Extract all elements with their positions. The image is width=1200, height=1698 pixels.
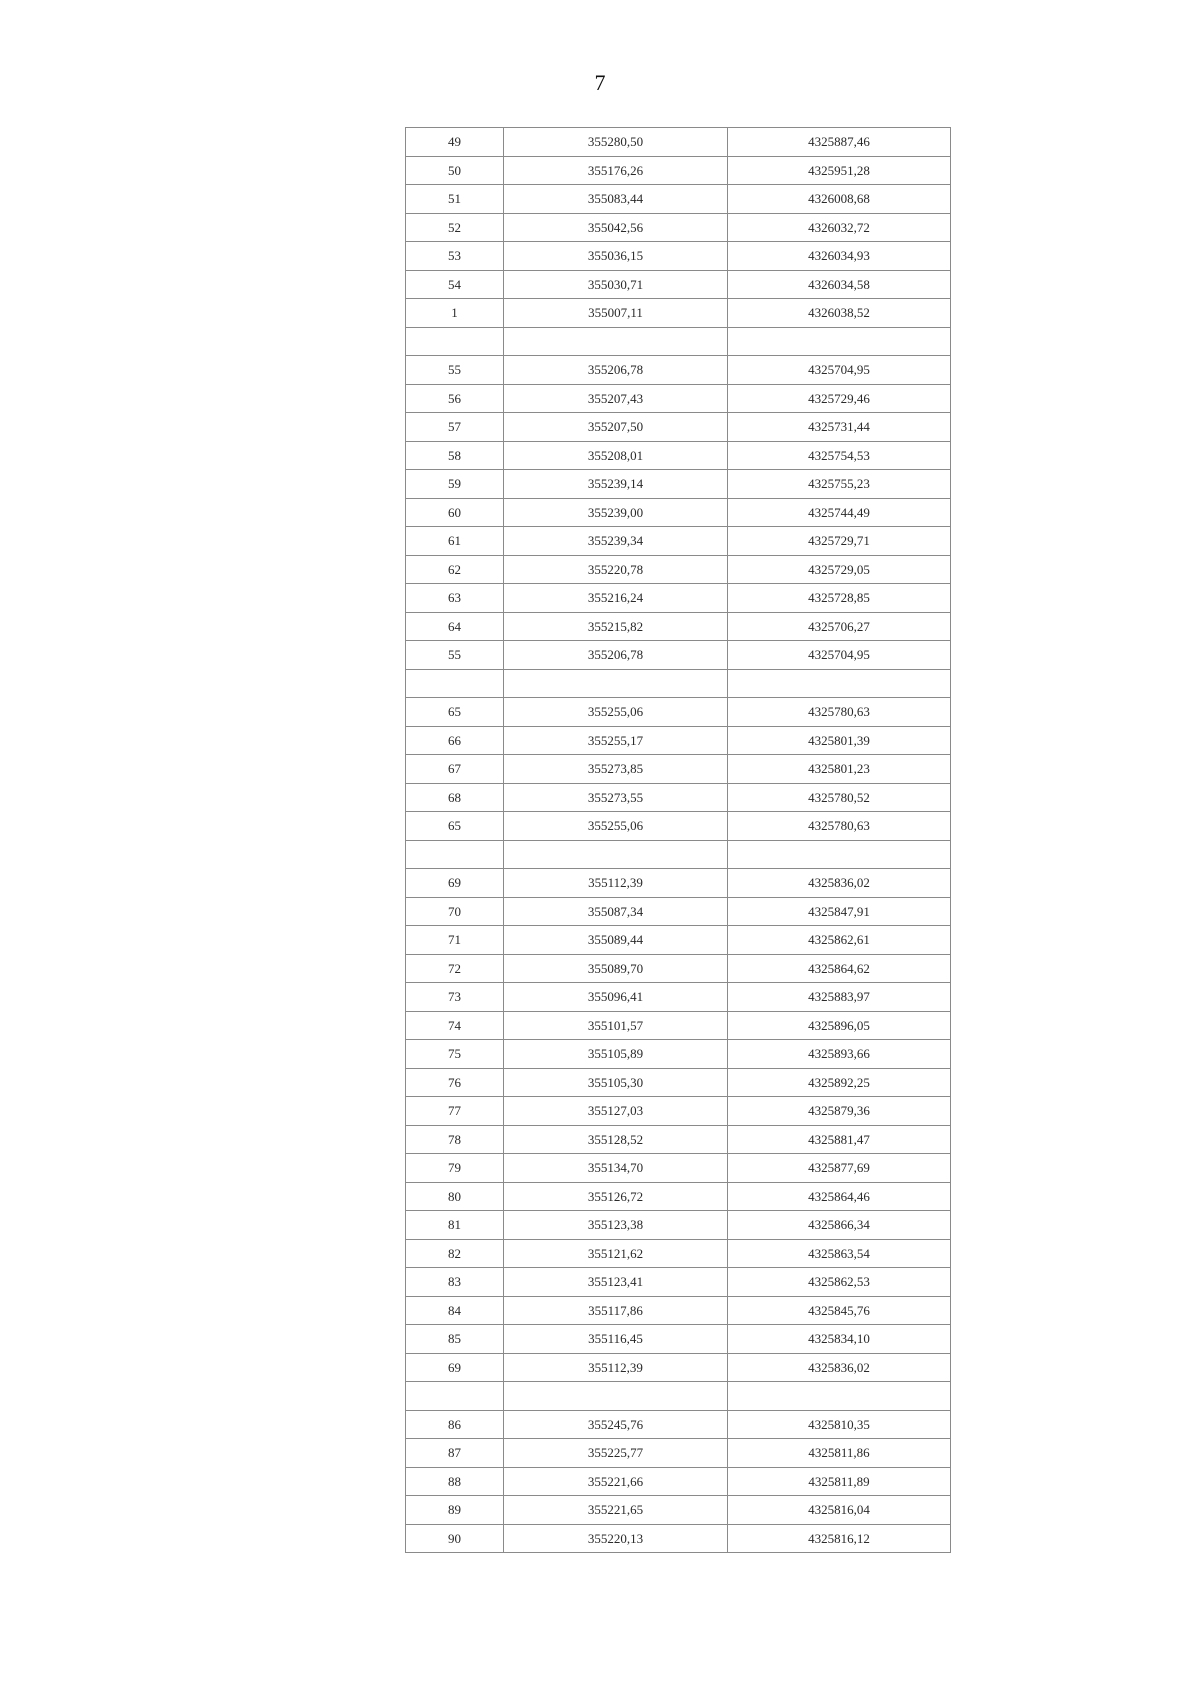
point-number-cell: 60	[406, 498, 504, 527]
x-coordinate-cell: 355126,72	[504, 1182, 728, 1211]
point-number-cell: 78	[406, 1125, 504, 1154]
point-number-cell: 69	[406, 1353, 504, 1382]
x-coordinate-cell: 355255,06	[504, 812, 728, 841]
y-coordinate-cell: 4326008,68	[728, 185, 951, 214]
table-row	[406, 242, 951, 271]
y-coordinate-cell: 4325883,97	[728, 983, 951, 1012]
y-coordinate-cell: 4325863,54	[728, 1239, 951, 1268]
table-row	[406, 954, 951, 983]
x-coordinate-cell: 355215,82	[504, 612, 728, 641]
point-number-cell: 76	[406, 1068, 504, 1097]
x-coordinate-cell: 355036,15	[504, 242, 728, 271]
point-number-cell: 52	[406, 213, 504, 242]
point-number-cell: 69	[406, 869, 504, 898]
table-row	[406, 270, 951, 299]
x-coordinate-cell: 355239,00	[504, 498, 728, 527]
y-coordinate-cell: 4325780,63	[728, 812, 951, 841]
table-row	[406, 1068, 951, 1097]
x-coordinate-cell: 355089,44	[504, 926, 728, 955]
x-coordinate-cell: 355101,57	[504, 1011, 728, 1040]
table-row	[406, 1154, 951, 1183]
point-number-cell: 66	[406, 726, 504, 755]
table-row	[406, 527, 951, 556]
point-number-cell: 65	[406, 812, 504, 841]
table-row	[406, 755, 951, 784]
x-coordinate-cell: 355280,50	[504, 128, 728, 157]
y-coordinate-cell: 4325951,28	[728, 156, 951, 185]
table-row	[406, 384, 951, 413]
x-coordinate-cell: 355245,76	[504, 1410, 728, 1439]
table-row	[406, 128, 951, 157]
x-coordinate-cell: 355123,38	[504, 1211, 728, 1240]
table-row	[406, 185, 951, 214]
y-coordinate-cell: 4325728,85	[728, 584, 951, 613]
point-number-cell: 65	[406, 698, 504, 727]
x-coordinate-cell: 355220,13	[504, 1524, 728, 1553]
y-coordinate-cell: 4326032,72	[728, 213, 951, 242]
table-row	[406, 213, 951, 242]
y-coordinate-cell: 4325801,23	[728, 755, 951, 784]
y-coordinate-cell: 4325847,91	[728, 897, 951, 926]
table-row	[406, 1439, 951, 1468]
y-coordinate-cell: 4326038,52	[728, 299, 951, 328]
table-row	[406, 1040, 951, 1069]
y-coordinate-cell: 4325731,44	[728, 413, 951, 442]
x-coordinate-cell: 355123,41	[504, 1268, 728, 1297]
point-number-cell: 77	[406, 1097, 504, 1126]
y-coordinate-cell	[728, 840, 951, 869]
x-coordinate-cell: 355128,52	[504, 1125, 728, 1154]
table-row	[406, 327, 951, 356]
table-row	[406, 1353, 951, 1382]
table-row	[406, 983, 951, 1012]
x-coordinate-cell: 355206,78	[504, 356, 728, 385]
table-row	[406, 413, 951, 442]
y-coordinate-cell: 4325845,76	[728, 1296, 951, 1325]
point-number-cell	[406, 1382, 504, 1411]
table-row	[406, 698, 951, 727]
y-coordinate-cell	[728, 327, 951, 356]
y-coordinate-cell: 4325862,53	[728, 1268, 951, 1297]
table-row	[406, 1125, 951, 1154]
table-row	[406, 612, 951, 641]
point-number-cell: 68	[406, 783, 504, 812]
table-row	[406, 498, 951, 527]
y-coordinate-cell: 4325879,36	[728, 1097, 951, 1126]
x-coordinate-cell: 355112,39	[504, 1353, 728, 1382]
x-coordinate-cell: 355083,44	[504, 185, 728, 214]
y-coordinate-cell: 4325811,89	[728, 1467, 951, 1496]
point-number-cell: 85	[406, 1325, 504, 1354]
table-row	[406, 783, 951, 812]
y-coordinate-cell: 4325834,10	[728, 1325, 951, 1354]
x-coordinate-cell	[504, 840, 728, 869]
table-row	[406, 926, 951, 955]
point-number-cell: 80	[406, 1182, 504, 1211]
table-row	[406, 555, 951, 584]
x-coordinate-cell: 355127,03	[504, 1097, 728, 1126]
y-coordinate-cell: 4325780,63	[728, 698, 951, 727]
table-row	[406, 1211, 951, 1240]
table-row	[406, 869, 951, 898]
point-number-cell	[406, 669, 504, 698]
y-coordinate-cell: 4325893,66	[728, 1040, 951, 1069]
table-row	[406, 812, 951, 841]
y-coordinate-cell: 4325896,05	[728, 1011, 951, 1040]
table-row	[406, 1296, 951, 1325]
table-row	[406, 584, 951, 613]
y-coordinate-cell: 4325816,12	[728, 1524, 951, 1553]
point-number-cell: 88	[406, 1467, 504, 1496]
y-coordinate-cell: 4325704,95	[728, 356, 951, 385]
x-coordinate-cell: 355273,85	[504, 755, 728, 784]
point-number-cell: 75	[406, 1040, 504, 1069]
table-row	[406, 299, 951, 328]
table-row	[406, 1467, 951, 1496]
x-coordinate-cell: 355216,24	[504, 584, 728, 613]
y-coordinate-cell: 4325866,34	[728, 1211, 951, 1240]
table-row	[406, 1325, 951, 1354]
y-coordinate-cell: 4326034,58	[728, 270, 951, 299]
y-coordinate-cell: 4325780,52	[728, 783, 951, 812]
x-coordinate-cell: 355121,62	[504, 1239, 728, 1268]
y-coordinate-cell: 4325729,71	[728, 527, 951, 556]
y-coordinate-cell: 4325811,86	[728, 1439, 951, 1468]
x-coordinate-cell: 355221,65	[504, 1496, 728, 1525]
x-coordinate-cell	[504, 669, 728, 698]
x-coordinate-cell: 355206,78	[504, 641, 728, 670]
point-number-cell: 74	[406, 1011, 504, 1040]
x-coordinate-cell	[504, 327, 728, 356]
point-number-cell: 63	[406, 584, 504, 613]
x-coordinate-cell: 355208,01	[504, 441, 728, 470]
point-number-cell: 53	[406, 242, 504, 271]
y-coordinate-cell: 4325801,39	[728, 726, 951, 755]
y-coordinate-cell: 4325881,47	[728, 1125, 951, 1154]
point-number-cell: 79	[406, 1154, 504, 1183]
point-number-cell: 54	[406, 270, 504, 299]
y-coordinate-cell: 4326034,93	[728, 242, 951, 271]
point-number-cell: 61	[406, 527, 504, 556]
y-coordinate-cell: 4325864,46	[728, 1182, 951, 1211]
y-coordinate-cell: 4325729,46	[728, 384, 951, 413]
point-number-cell: 62	[406, 555, 504, 584]
point-number-cell: 70	[406, 897, 504, 926]
table-row	[406, 1410, 951, 1439]
x-coordinate-cell: 355239,34	[504, 527, 728, 556]
coordinate-table	[405, 127, 951, 1553]
table-row	[406, 441, 951, 470]
point-number-cell: 64	[406, 612, 504, 641]
y-coordinate-cell: 4325754,53	[728, 441, 951, 470]
point-number-cell: 59	[406, 470, 504, 499]
x-coordinate-cell: 355030,71	[504, 270, 728, 299]
y-coordinate-cell	[728, 1382, 951, 1411]
x-coordinate-cell: 355207,43	[504, 384, 728, 413]
table-row	[406, 726, 951, 755]
table-row	[406, 1524, 951, 1553]
x-coordinate-cell: 355221,66	[504, 1467, 728, 1496]
y-coordinate-cell: 4325887,46	[728, 128, 951, 157]
y-coordinate-cell	[728, 669, 951, 698]
table-row	[406, 1268, 951, 1297]
x-coordinate-cell: 355105,30	[504, 1068, 728, 1097]
table-row	[406, 470, 951, 499]
x-coordinate-cell: 355042,56	[504, 213, 728, 242]
page-number: 7	[594, 70, 606, 95]
point-number-cell: 49	[406, 128, 504, 157]
table-row	[406, 840, 951, 869]
x-coordinate-cell: 355255,06	[504, 698, 728, 727]
y-coordinate-cell: 4325862,61	[728, 926, 951, 955]
x-coordinate-cell: 355117,86	[504, 1296, 728, 1325]
point-number-cell: 55	[406, 356, 504, 385]
x-coordinate-cell: 355273,55	[504, 783, 728, 812]
x-coordinate-cell: 355096,41	[504, 983, 728, 1012]
point-number-cell: 89	[406, 1496, 504, 1525]
y-coordinate-cell: 4325744,49	[728, 498, 951, 527]
point-number-cell: 58	[406, 441, 504, 470]
x-coordinate-cell: 355105,89	[504, 1040, 728, 1069]
table-row	[406, 669, 951, 698]
table-row	[406, 641, 951, 670]
point-number-cell: 57	[406, 413, 504, 442]
point-number-cell	[406, 840, 504, 869]
x-coordinate-cell: 355255,17	[504, 726, 728, 755]
table-row	[406, 1239, 951, 1268]
point-number-cell: 86	[406, 1410, 504, 1439]
point-number-cell: 56	[406, 384, 504, 413]
point-number-cell: 73	[406, 983, 504, 1012]
table-row	[406, 1496, 951, 1525]
point-number-cell: 55	[406, 641, 504, 670]
x-coordinate-cell: 355089,70	[504, 954, 728, 983]
x-coordinate-cell: 355220,78	[504, 555, 728, 584]
y-coordinate-cell: 4325729,05	[728, 555, 951, 584]
x-coordinate-cell: 355116,45	[504, 1325, 728, 1354]
x-coordinate-cell: 355225,77	[504, 1439, 728, 1468]
x-coordinate-cell: 355007,11	[504, 299, 728, 328]
point-number-cell: 51	[406, 185, 504, 214]
point-number-cell	[406, 327, 504, 356]
x-coordinate-cell: 355112,39	[504, 869, 728, 898]
table-row	[406, 356, 951, 385]
x-coordinate-cell: 355087,34	[504, 897, 728, 926]
point-number-cell: 84	[406, 1296, 504, 1325]
y-coordinate-cell: 4325836,02	[728, 869, 951, 898]
point-number-cell: 67	[406, 755, 504, 784]
point-number-cell: 50	[406, 156, 504, 185]
x-coordinate-cell: 355239,14	[504, 470, 728, 499]
point-number-cell: 87	[406, 1439, 504, 1468]
point-number-cell: 1	[406, 299, 504, 328]
x-coordinate-cell: 355207,50	[504, 413, 728, 442]
point-number-cell: 72	[406, 954, 504, 983]
y-coordinate-cell: 4325892,25	[728, 1068, 951, 1097]
point-number-cell: 83	[406, 1268, 504, 1297]
x-coordinate-cell	[504, 1382, 728, 1411]
point-number-cell: 81	[406, 1211, 504, 1240]
y-coordinate-cell: 4325704,95	[728, 641, 951, 670]
y-coordinate-cell: 4325816,04	[728, 1496, 951, 1525]
point-number-cell: 71	[406, 926, 504, 955]
table-row	[406, 1382, 951, 1411]
table-row	[406, 1182, 951, 1211]
coordinate-table-body	[406, 128, 951, 1553]
table-row	[406, 156, 951, 185]
y-coordinate-cell: 4325706,27	[728, 612, 951, 641]
y-coordinate-cell: 4325836,02	[728, 1353, 951, 1382]
table-row	[406, 1011, 951, 1040]
point-number-cell: 82	[406, 1239, 504, 1268]
y-coordinate-cell: 4325864,62	[728, 954, 951, 983]
y-coordinate-cell: 4325877,69	[728, 1154, 951, 1183]
point-number-cell: 90	[406, 1524, 504, 1553]
x-coordinate-cell: 355134,70	[504, 1154, 728, 1183]
x-coordinate-cell: 355176,26	[504, 156, 728, 185]
y-coordinate-cell: 4325755,23	[728, 470, 951, 499]
table-row	[406, 1097, 951, 1126]
y-coordinate-cell: 4325810,35	[728, 1410, 951, 1439]
table-row	[406, 897, 951, 926]
